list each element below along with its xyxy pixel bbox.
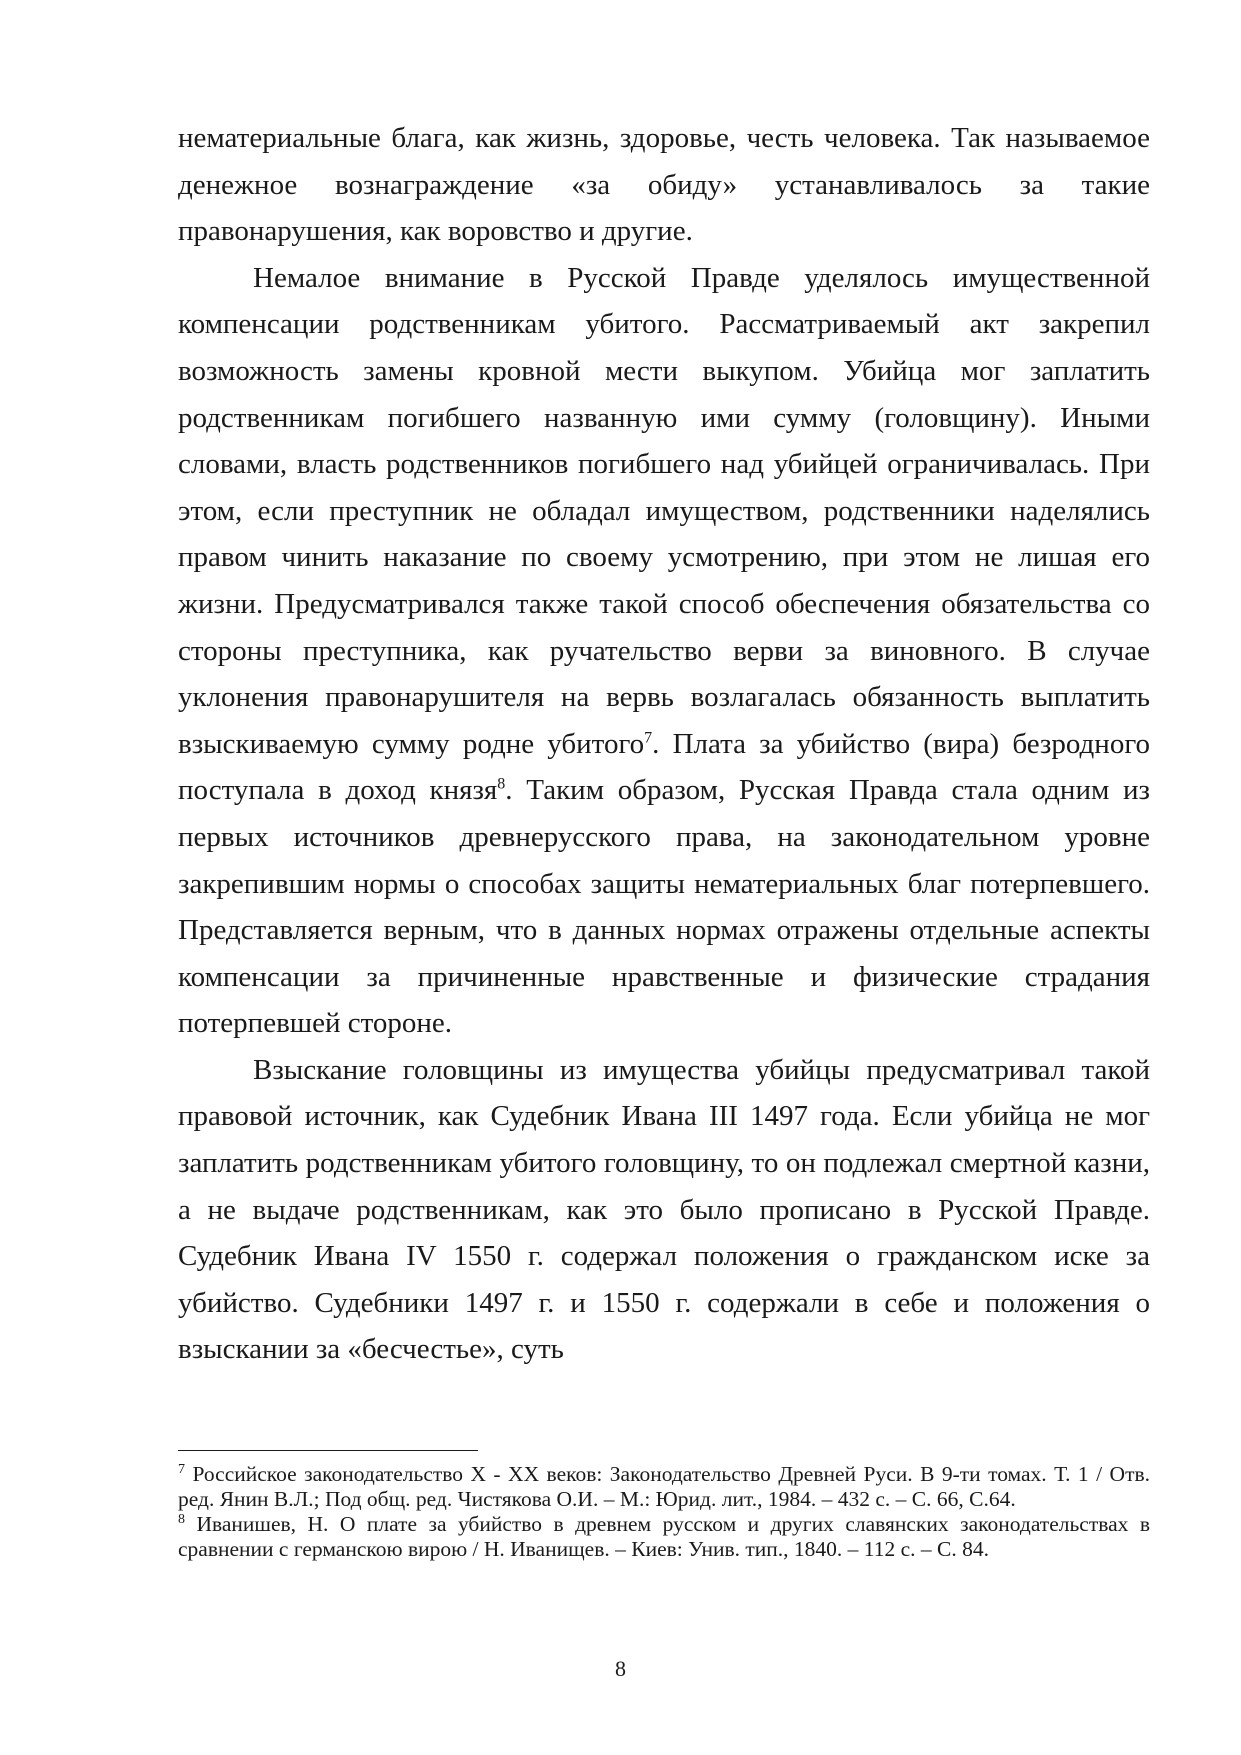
footnote-ref-7[interactable]: 7 — [644, 729, 653, 747]
paragraph-2-text-a: Немалое внимание в Русской Правде уделялось имущественной компенсации родственникам убитого. Рассматриваемый акт закрепил возможность замены кровной мести выкупом. Убийца мог заплатить родственникам погибшего названную ими сумму (головщину). Иными словами, власть родственников погибшего над убийцей ограничивалась. При этом, если преступник не обладал имуществом, родственники наделялись правом чинить наказание по своему усмотрению, при этом не лишая его жизни. Предусматривался также такой способ обеспечения обязательства со стороны преступника, как ручательство верви за виновного. В случае уклонения правонарушителя на вервь возлагалась обязанность выплатить взыскиваемую сумму родне убитого — [178, 261, 1150, 760]
footnote-7-number: 7 — [178, 1461, 185, 1477]
paragraph-3 — [178, 1047, 1150, 1373]
footnote-separator — [178, 1450, 478, 1451]
paragraph-1-text: нематериальные блага, как жизнь, здоровье, честь человека. Так называемое денежное вознаграждение «за обиду» устанавливалось за такие правонарушения, как воровство и другие. — [178, 122, 1150, 248]
paragraph-2 — [178, 255, 1150, 1047]
main-text — [178, 115, 1150, 1373]
paragraph-2-text-c: . Таким образом, Русская Правда стала одним из первых источников древнерусского права, на законодательном уровне закрепившим нормы о способах защиты нематериальных благ потерпевшего. Представляется верным, что в данных нормах отражены отдельные аспекты компенсации за причиненные нравственные и физические страдания потерпевшей стороне. — [178, 774, 1150, 1040]
footnotes — [178, 1462, 1150, 1562]
footnote-8-number: 8 — [178, 1511, 185, 1527]
paragraph-2-text-b: . Плата за убийство (вира) безродного поступала в доход князя — [178, 727, 1150, 807]
footnote-8 — [178, 1512, 1150, 1562]
footnote-ref-8[interactable]: 8 — [497, 775, 506, 793]
footnote-7-text: Российское законодательство X - XX веков: Законодательство Древней Руси. В 9-ти томах. Т. 1 / Отв. ред. Янин В.Л.; Под общ. ред. Чистякова О.И. – М.: Юрид. лит., 1984. – 432 с. – С. 66, С.64. — [178, 1462, 1150, 1511]
page-number: 8 — [615, 1656, 626, 1681]
footnote-7 — [178, 1462, 1150, 1512]
footnote-8-text: Иванишев, Н. О плате за убийство в древнем русском и других славянских законодательствах в сравнении с германскою вирою / Н. Иванищев. – Киев: Унив. тип., 1840. – 112 с. – С. 84. — [178, 1512, 1150, 1561]
paragraph-3-text: Взыскание головщины из имущества убийцы предусматривал такой правовой источник, как Судебник Ивана III 1497 года. Если убийца не мог заплатить родственникам убитого головщину, то он подлежал смертной казни, а не выдаче родственникам, как это было прописано в Русской Правде. Судебник Ивана IV 1550 г. содержал положения о гражданском иске за убийство. Судебники 1497 г. и 1550 г. содержали в себе и положения о взыскании за «бесчестье», суть — [178, 1053, 1150, 1366]
paragraph-1 — [178, 115, 1150, 255]
